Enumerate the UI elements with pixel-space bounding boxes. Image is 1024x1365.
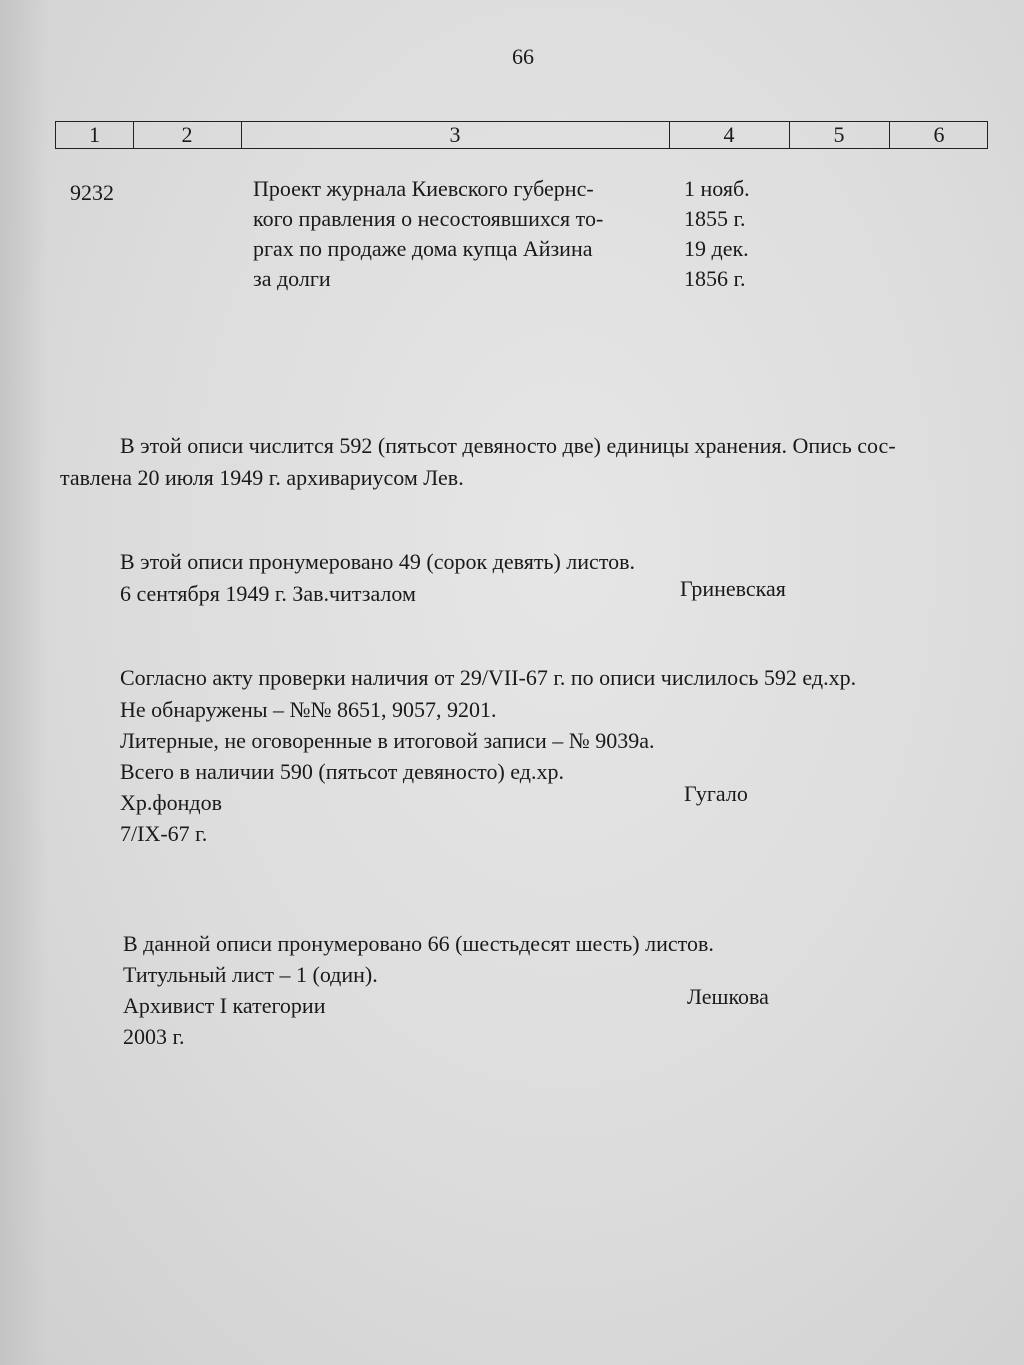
check-act-line: Всего в наличии 590 (пятьсот девяносто) ед.хр. [120,759,564,784]
entry-description-line: Проект журнала Киевского губернс- [253,176,594,201]
final-note-line: В данной описи пронумеровано 66 (шестьдесят шесть) листов. [123,931,714,956]
numbering-note-line1: В этой описи пронумеровано 49 (сорок девять) листов. [120,549,636,574]
column-2-label: 2 [181,122,193,147]
final-note-line: Титульный лист – 1 (один). [123,962,378,987]
entry-description [253,174,603,294]
entry-date-line: 1 нояб. [684,176,750,201]
final-note-line: Архивист I категории [123,993,326,1018]
entry-description-line: ргах по продаже дома купца Айзина [253,236,593,261]
check-act-line: Литерные, не оговоренные в итоговой записи – № 9039а. [120,728,655,753]
column-6-label: 6 [933,122,945,147]
column-5-label: 5 [833,122,845,147]
column-3-label: 3 [449,122,461,147]
entry-description-line: кого правления о несостоявшихся то- [253,206,604,231]
final-note-line: 2003 г. [123,1024,185,1049]
numbering-note-line2: 6 сентября 1949 г. Зав.читзалом [120,581,416,606]
inventory-count-line2: тавлена 20 июля 1949 г. архивариусом Лев. [60,465,464,490]
signature-grinevskaya: Гриневская [680,576,786,601]
table-column-header [55,121,988,149]
page-number: 66 [512,44,534,69]
check-act-line: Хр.фондов [120,790,222,815]
entry-dates [684,174,750,294]
entry-number: 9232 [70,180,114,205]
inventory-count-line1: В этой описи числится 592 (пятьсот девяносто две) единицы хранения. Опись сос- [120,433,896,458]
check-act-line: Согласно акту проверки наличия от 29/VII-67 г. по описи числилось 592 ед.хр. [120,665,857,690]
check-act-line: 7/IX-67 г. [120,821,208,846]
entry-date-line: 1855 г. [684,206,746,231]
entry-date-line: 1856 г. [684,266,746,291]
entry-description-line: за долги [253,266,331,291]
entry-date-line: 19 дек. [684,236,749,261]
signature-leshkova: Лешкова [687,984,769,1009]
page-edge-shadow [0,0,48,1365]
column-4-label: 4 [723,122,735,147]
signature-gugalo: Гугало [684,781,748,806]
column-1-label: 1 [89,122,100,147]
check-act-line: Не обнаружены – №№ 8651, 9057, 9201. [120,697,497,722]
